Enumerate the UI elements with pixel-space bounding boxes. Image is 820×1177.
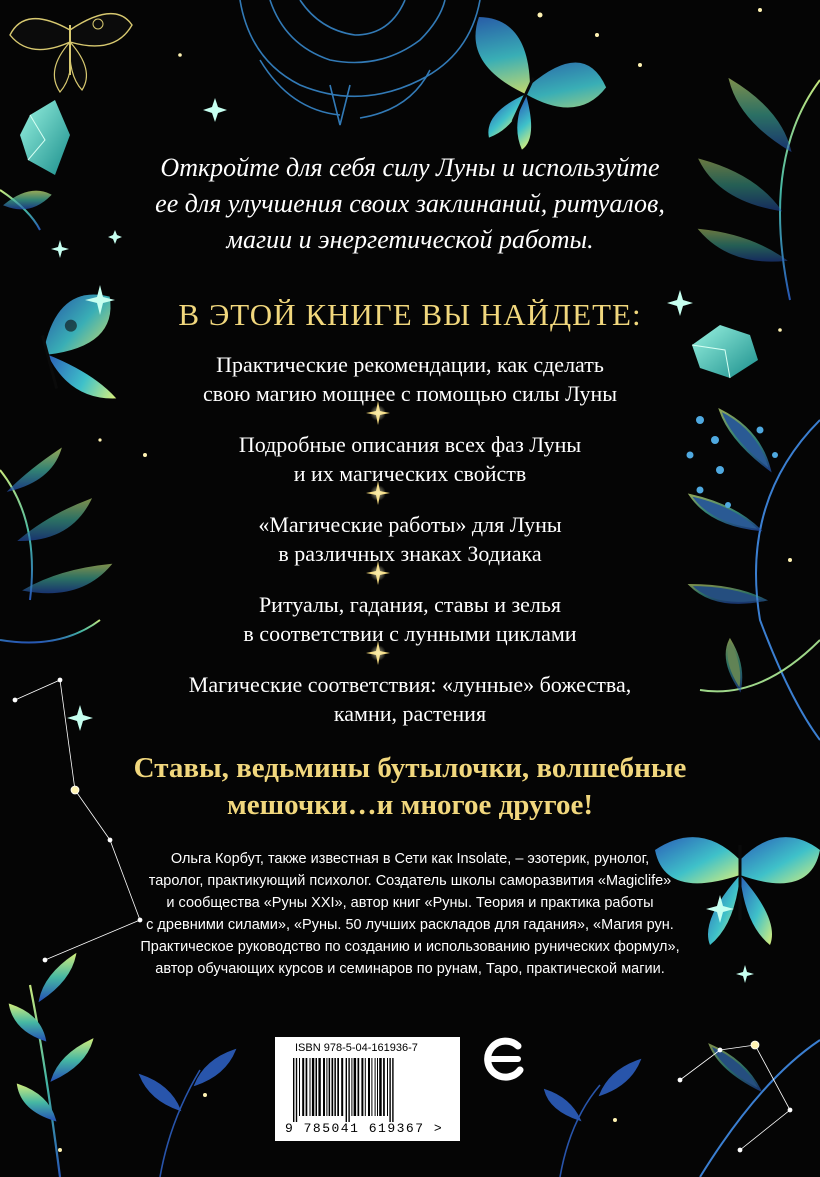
feature-item [0, 510, 820, 590]
barcode-bar [329, 1058, 331, 1116]
barcode-bar [371, 1058, 372, 1116]
barcode-bar [348, 1058, 349, 1122]
author-bio-line: Ольга Корбут, также известная в Сети как Insolate, – эзотерик, рунолог, [170, 851, 650, 867]
author-bio-line: автор обучающих курсов и семинаров по рунам, Таро, практической магии. [155, 961, 665, 977]
intro-line: ее для улучшения своих заклинаний, ритуалов, [155, 189, 665, 218]
author-bio-line: таролог, практикующий психолог. Создатель школы саморазвития «Magiclife» [148, 873, 672, 889]
barcode-bar [306, 1058, 308, 1116]
barcode-bar [377, 1058, 378, 1116]
barcode-bar [332, 1058, 334, 1116]
barcode-bar [375, 1058, 376, 1116]
tagline [0, 750, 820, 824]
feature-item [0, 670, 820, 750]
intro-text [0, 150, 820, 258]
author-bio-line: с древними силами», «Руны. 50 лучших раскладов для гадания», «Магия рун. [146, 917, 674, 933]
feature-line: Ритуалы, гадания, ставы и зелья [258, 592, 562, 617]
barcode-bar [368, 1058, 370, 1116]
author-bio [0, 848, 820, 980]
feature-line: камни, растения [333, 701, 487, 726]
feature-line: свою магию мощнее с помощью силы Луны [202, 381, 618, 406]
barcode-label [275, 1037, 460, 1141]
feature-item [0, 430, 820, 510]
section-heading: В ЭТОЙ КНИГЕ ВЫ НАЙДЕТЕ: [178, 297, 642, 332]
barcode-bar [392, 1058, 393, 1122]
feature-line: и их магических свойств [293, 461, 527, 486]
barcode-bar [341, 1058, 343, 1116]
barcode-bar [316, 1058, 318, 1116]
barcode-bar [354, 1058, 357, 1116]
feature-line: в различных знаках Зодиака [278, 541, 542, 566]
barcode-bar [358, 1058, 360, 1116]
barcode-bar [312, 1058, 314, 1116]
barcode-bar [361, 1058, 363, 1116]
barcode-bar [389, 1058, 390, 1122]
barcode-bar [318, 1058, 320, 1116]
barcode-bar [323, 1058, 325, 1116]
barcode-icon [293, 1058, 449, 1122]
barcode-bar [334, 1058, 336, 1116]
feature-item [0, 590, 820, 670]
barcode-bar [383, 1058, 385, 1116]
barcode-digits: 9 785041 619367 > [285, 1121, 444, 1136]
feature-line: Практические рекомендации, как сделать [216, 352, 604, 377]
intro-line: магии и энергетической работы. [226, 225, 594, 254]
barcode-bar [310, 1058, 311, 1116]
barcode-bar [351, 1058, 352, 1116]
barcode-bar [326, 1058, 327, 1116]
barcode-bar [293, 1058, 294, 1122]
eksmo-logo-icon [480, 1030, 526, 1088]
isbn-text: ISBN 978-5-04-161936-7 [295, 1042, 418, 1054]
feature-line: Подробные описания всех фаз Луны [238, 432, 582, 457]
barcode-bar [302, 1058, 304, 1116]
tagline-line: Ставы, ведьмины бутылочки, волшебные [133, 752, 687, 784]
barcode-bar [387, 1058, 388, 1116]
barcode-bar [296, 1058, 297, 1122]
feature-line: в соответствии с лунными циклами [243, 621, 577, 646]
tagline-line: мешочки…и многое другое! [226, 789, 593, 821]
intro-line: Откройте для себя силу Луны и используйте [160, 153, 660, 182]
feature-line: Магические соответствия: «лунные» божества, [188, 672, 632, 697]
barcode-bar [299, 1058, 300, 1116]
features-list [0, 350, 820, 750]
barcode-bar [337, 1058, 339, 1116]
author-bio-line: и сообщества «Руны XXI», автор книг «Руны. Теория и практика работы [166, 895, 654, 911]
author-bio-line: Практическое руководство по созданию и использованию рунических формул», [140, 939, 680, 955]
barcode-bar [346, 1058, 347, 1122]
barcode-bar [365, 1058, 366, 1116]
feature-line: «Магические работы» для Луны [258, 512, 562, 537]
feature-item [0, 350, 820, 430]
barcode-bar [379, 1058, 382, 1116]
